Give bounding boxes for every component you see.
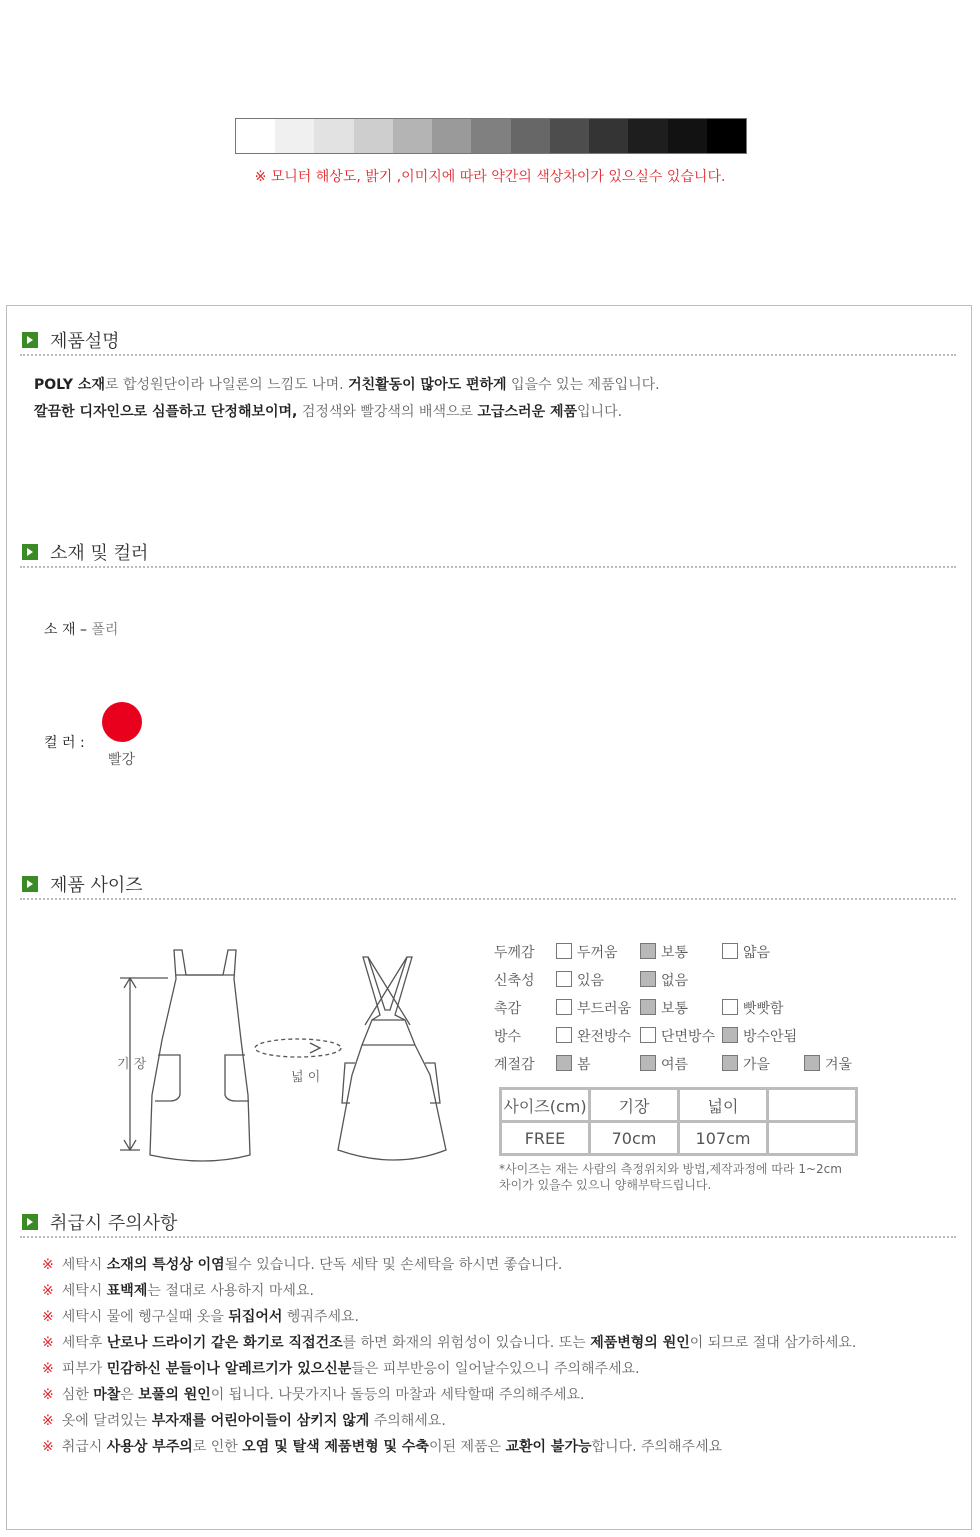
- checkbox[interactable]: [640, 1027, 656, 1043]
- checkbox-label: 겨울: [825, 1057, 853, 1073]
- checkbox-label: 여름: [661, 1057, 689, 1073]
- material-value: 폴리: [91, 622, 119, 638]
- checkbox[interactable]: [722, 943, 738, 959]
- checkbox[interactable]: [556, 943, 572, 959]
- gray-scale-step: [550, 119, 589, 153]
- attribute-row: [494, 1054, 874, 1074]
- checkbox[interactable]: [640, 971, 656, 987]
- checkbox[interactable]: [556, 971, 572, 987]
- size-note: *사이즈는 재는 사람의 측정위치와 방법,제작과정에 따라 1~2cm 차이가 있을수 있으니 양해부탁드립니다.: [499, 1162, 842, 1192]
- table-header-cell: 넓이: [679, 1089, 768, 1122]
- table-cell: FREE: [501, 1122, 590, 1155]
- text-run: 심한: [61, 1387, 94, 1403]
- checkbox[interactable]: [722, 1055, 738, 1071]
- attribute-name: 두께감: [494, 945, 535, 961]
- attribute-row: [494, 1026, 874, 1046]
- checkbox-label: 가을: [743, 1057, 771, 1073]
- emphasis-text: 마찰: [93, 1387, 121, 1403]
- emphasis-text: 뒤집어서: [228, 1309, 283, 1325]
- gray-scale-step: [707, 119, 746, 153]
- emphasis-text: POLY 소재: [34, 377, 105, 393]
- gray-scale-step: [236, 119, 275, 153]
- text-run: 들은 피부반응이 일어날수있으니 주의해주세요.: [351, 1361, 640, 1377]
- text-run: 주의해세요.: [369, 1413, 446, 1429]
- checkbox[interactable]: [804, 1055, 820, 1071]
- text-run: 세탁시: [61, 1283, 107, 1299]
- text-run: 세탁시: [61, 1257, 107, 1273]
- text-run: 로 인한: [192, 1439, 243, 1455]
- checkbox-label: 방수안됨: [743, 1029, 798, 1045]
- emphasis-text: 제품변형의 원인: [590, 1335, 690, 1351]
- care-item: [42, 1332, 856, 1352]
- gray-scale-step: [471, 119, 510, 153]
- text-run: 헹궈주세요.: [282, 1309, 359, 1325]
- gray-scale-step: [628, 119, 667, 153]
- care-item: [42, 1358, 640, 1378]
- checkbox-label: 없음: [661, 973, 689, 989]
- text-run: 는 절대로 사용하지 마세요.: [147, 1283, 314, 1299]
- care-item: [42, 1280, 314, 1300]
- gray-scale-strip: [235, 118, 747, 154]
- gray-scale-step: [432, 119, 471, 153]
- text-run: 입을수 있는 제품입니다.: [506, 377, 660, 393]
- dotted-divider: [20, 354, 956, 356]
- text-run: 검정색와 빨강색의 배색으로: [297, 404, 478, 420]
- text-run: 이된 제품은: [428, 1439, 506, 1455]
- reference-mark-icon: ※: [42, 1335, 54, 1351]
- emphasis-text: 고급스러운 제품: [477, 404, 578, 420]
- checkbox-label: 빳빳함: [743, 1001, 784, 1017]
- attribute-row: [494, 998, 874, 1018]
- text-run: 세탁시 물에 헹구실때 옷을: [61, 1309, 229, 1325]
- attribute-name: 신축성: [494, 973, 535, 989]
- arrow-square-icon: [22, 544, 38, 560]
- checkbox-label: 얇음: [743, 945, 771, 961]
- gray-scale-step: [589, 119, 628, 153]
- table-cell: [768, 1122, 857, 1155]
- dotted-divider: [20, 898, 956, 900]
- care-item: [42, 1384, 584, 1404]
- text-run: 합니다. 주의해주세요: [591, 1439, 723, 1455]
- arrow-square-icon: [22, 1214, 38, 1230]
- text-run: 될수 있습니다. 단독 세탁 및 손세탁을 하시면 좋습니다.: [224, 1257, 563, 1273]
- emphasis-text: 교환이 불가능: [505, 1439, 592, 1455]
- gray-scale-step: [275, 119, 314, 153]
- color-swatch-red: [102, 702, 142, 742]
- length-label: 기 장: [117, 1057, 147, 1072]
- checkbox-label: 단면방수: [661, 1029, 716, 1045]
- reference-mark-icon: ※: [42, 1413, 54, 1429]
- section-title-description: 제품설명: [22, 327, 120, 353]
- gray-scale-step: [668, 119, 707, 153]
- checkbox-label: 두꺼움: [577, 945, 618, 961]
- checkbox-label: 완전방수: [577, 1029, 632, 1045]
- attribute-row: [494, 970, 874, 990]
- text-run: 입니다.: [577, 404, 623, 420]
- checkbox[interactable]: [640, 943, 656, 959]
- gray-scale-step: [393, 119, 432, 153]
- reference-mark-icon: ※: [42, 1361, 54, 1377]
- emphasis-text: 깔끔한 디자인으로 심플하고 단정해보이며,: [34, 404, 298, 420]
- checkbox[interactable]: [722, 999, 738, 1015]
- checkbox[interactable]: [556, 999, 572, 1015]
- checkbox-label: 부드러움: [577, 1001, 632, 1017]
- section-title-material-color: 소재 및 컬러: [22, 539, 148, 565]
- reference-mark-icon: ※: [42, 1257, 54, 1273]
- table-row: [501, 1122, 857, 1155]
- gray-scale-step: [314, 119, 353, 153]
- description-line-2: [34, 401, 622, 421]
- emphasis-text: 오염 및 탈색 제품변형 및 수축: [242, 1439, 429, 1455]
- checkbox[interactable]: [640, 1055, 656, 1071]
- width-label: 넓 이: [291, 1070, 321, 1085]
- table-cell: 70cm: [590, 1122, 679, 1155]
- material-label: 소 재 –: [44, 622, 92, 638]
- emphasis-text: 사용상 부주의: [106, 1439, 193, 1455]
- attribute-row: [494, 942, 874, 962]
- dotted-divider: [20, 566, 956, 568]
- care-item: [42, 1254, 562, 1274]
- checkbox[interactable]: [556, 1055, 572, 1071]
- color-label: 컬 러 :: [44, 735, 85, 751]
- text-run: 옷에 달려있는: [61, 1413, 152, 1429]
- checkbox[interactable]: [640, 999, 656, 1015]
- text-run: 세탁후: [61, 1335, 107, 1351]
- checkbox-label: 있음: [577, 973, 605, 989]
- emphasis-text: 표백제: [106, 1283, 148, 1299]
- color-name: 빨강: [108, 752, 136, 768]
- reference-mark-icon: ※: [42, 1439, 54, 1455]
- checkbox[interactable]: [722, 1027, 738, 1043]
- text-run: 은: [120, 1387, 139, 1403]
- checkbox-label: 봄: [577, 1057, 591, 1073]
- checkbox-label: 보통: [661, 1001, 689, 1017]
- emphasis-text: 보풀의 원인: [138, 1387, 211, 1403]
- apron-size-diagram: [110, 945, 460, 1170]
- reference-mark-icon: ※: [42, 1309, 54, 1325]
- section-title-care: 취급시 주의사항: [22, 1209, 177, 1235]
- text-run: 취급시: [61, 1439, 107, 1455]
- emphasis-text: 소재의 특성상 이염: [106, 1257, 225, 1273]
- description-line-1: [34, 374, 660, 394]
- emphasis-text: 난로나 드라이기 같은 화기로 직접건조: [106, 1335, 343, 1351]
- table-header-cell: 사이즈(cm): [501, 1089, 590, 1122]
- table-header-cell: 기장: [590, 1089, 679, 1122]
- reference-mark-icon: ※: [42, 1387, 54, 1403]
- dotted-divider: [20, 1236, 956, 1238]
- text-run: 로 합성원단이라 나일론의 느낌도 나며.: [104, 377, 349, 393]
- care-item: [42, 1306, 359, 1326]
- table-header-cell: [768, 1089, 857, 1122]
- gray-scale-step: [354, 119, 393, 153]
- text-run: 이 됩니다. 나뭇가지나 돌등의 마찰과 세탁할때 주의해주세요.: [210, 1387, 585, 1403]
- monitor-color-notice: ※ 모니터 해상도, 밝기 ,이미지에 따라 약간의 색상차이가 있으실수 있습니다.: [254, 169, 726, 185]
- emphasis-text: 민감하신 분들이나 알레르기가 있으신분: [106, 1361, 352, 1377]
- gray-scale-step: [511, 119, 550, 153]
- emphasis-text: 거친활동이 많아도 편하게: [348, 377, 507, 393]
- arrow-square-icon: [22, 332, 38, 348]
- text-run: 피부가: [61, 1361, 107, 1377]
- checkbox[interactable]: [556, 1027, 572, 1043]
- table-header-row: [501, 1089, 857, 1122]
- text-run: 를 하면 화재의 위험성이 있습니다. 또는: [342, 1335, 591, 1351]
- care-item: [42, 1410, 446, 1430]
- reference-mark-icon: ※: [42, 1283, 54, 1299]
- care-item: [42, 1436, 722, 1456]
- text-run: 이 되므로 절대 삼가하세요.: [689, 1335, 857, 1351]
- material-row: [44, 619, 118, 639]
- attribute-name: 계절감: [494, 1057, 535, 1073]
- attribute-name: 촉감: [494, 1001, 522, 1017]
- section-title-size: 제품 사이즈: [22, 871, 143, 897]
- size-table: [499, 1087, 858, 1156]
- table-cell: 107cm: [679, 1122, 768, 1155]
- arrow-square-icon: [22, 876, 38, 892]
- attribute-name: 방수: [494, 1029, 522, 1045]
- checkbox-label: 보통: [661, 945, 689, 961]
- emphasis-text: 부자재를 어린아이들이 삼키지 않게: [151, 1413, 370, 1429]
